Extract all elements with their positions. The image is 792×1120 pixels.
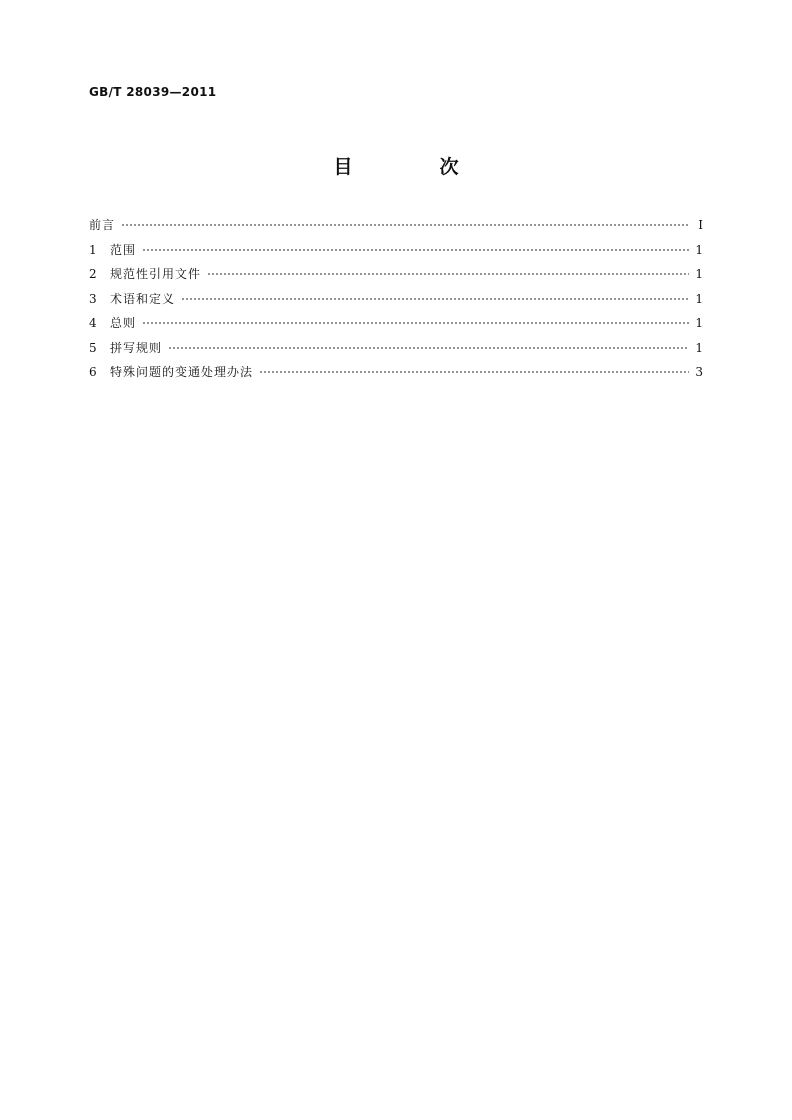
toc-entry-label: 拼写规则	[110, 340, 163, 355]
page-title: 目 次	[333, 156, 493, 178]
standard-code: GB/T 28039—2011	[89, 85, 217, 99]
toc-leader-dots	[259, 371, 689, 373]
table-of-contents	[89, 213, 703, 385]
toc-entry-label: 前言	[89, 218, 116, 232]
toc-leader-dots	[207, 273, 689, 275]
toc-entry-number: 2	[89, 267, 97, 281]
toc-entry-normative-references[interactable]	[89, 262, 703, 287]
toc-leader-dots	[181, 298, 689, 300]
toc-entry-general-principles[interactable]	[89, 311, 703, 336]
toc-entry-special-cases[interactable]	[89, 360, 703, 385]
toc-entry-number: 1	[89, 242, 97, 257]
toc-leader-dots	[142, 322, 689, 324]
toc-entry-page: 3	[695, 365, 703, 379]
toc-entry-label: 规范性引用文件	[110, 267, 202, 281]
toc-entry-foreword[interactable]	[89, 213, 703, 238]
toc-entry-spelling-rules[interactable]	[89, 336, 703, 361]
toc-leader-dots	[121, 224, 689, 226]
toc-entry-page: 1	[695, 242, 703, 257]
toc-entry-page: 1	[695, 316, 703, 330]
toc-entry-label: 范围	[110, 242, 137, 257]
toc-entry-label: 总则	[110, 316, 137, 330]
toc-entry-number: 6	[89, 365, 97, 379]
toc-leader-dots	[168, 347, 689, 349]
toc-entry-page: 1	[695, 340, 703, 355]
toc-entry-page: 1	[695, 291, 703, 306]
toc-entry-scope[interactable]	[89, 238, 703, 263]
toc-entry-number: 3	[89, 291, 97, 306]
toc-entry-page: Ⅰ	[698, 218, 703, 232]
toc-entry-terms-definitions[interactable]	[89, 287, 703, 312]
toc-entry-label: 特殊问题的变通处理办法	[110, 365, 254, 379]
toc-entry-label: 术语和定义	[110, 291, 176, 306]
toc-leader-dots	[142, 249, 689, 251]
toc-entry-page: 1	[695, 267, 703, 281]
toc-entry-number: 4	[89, 316, 97, 330]
toc-entry-number: 5	[89, 340, 97, 355]
